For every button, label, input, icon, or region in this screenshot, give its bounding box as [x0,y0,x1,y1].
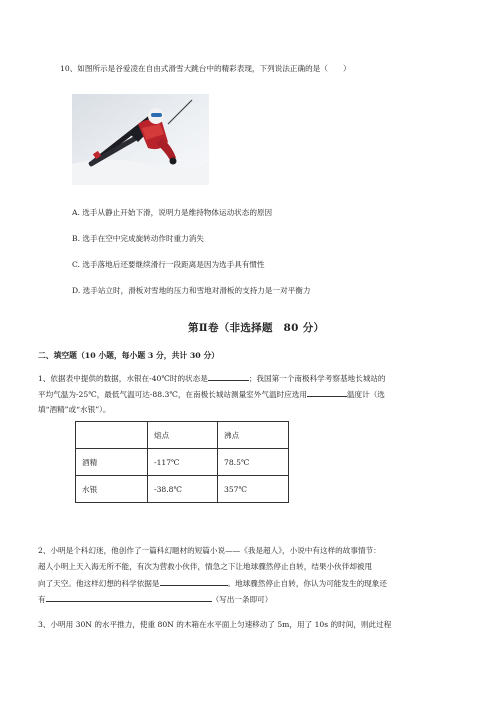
table-cell: -38.8℃ [148,476,218,503]
section-title: 第Ⅱ卷（非选择题 80 分） [188,322,325,334]
question-2-line-4 [38,593,272,606]
question-2-text-b: 。地球骤然停止自转，你认为可能发生的现象还 [227,579,387,588]
question-2-line-3 [38,577,387,590]
table-header-cell: 熔点 [148,422,218,449]
table-row [76,422,289,449]
question-2-line-2: 超人小明上天入海无所不能，有次为营救小伙伴，情急之下让地球骤然停止自转，结果小伙伴却被甩 [38,562,373,571]
table-header-cell [76,422,148,449]
question-2-line-1: 2、小明是个科幻迷，他创作了一篇科幻题材的短篇小说——《我是超人》，小说中有这样的故事情节： [38,546,381,555]
question-1-line-1 [38,372,386,385]
table-row [76,449,289,476]
table-header-cell: 沸点 [218,422,289,449]
table-row [76,476,289,503]
question-1-line-3: 填“酒精”或“水银”）。 [38,405,111,414]
table-cell: 水银 [76,476,148,503]
question-2-text-d: （写出一条即可） [211,595,273,604]
question-1-text-c: 平均气温为-25℃，最低气温可达-88.3℃，在南极长城站测量室外气温时应选用 [38,390,307,399]
question-1-text-b: ；我国第一个南极科学考察基地长城站的 [248,374,386,383]
table-cell: -117℃ [148,449,218,476]
data-table [75,421,289,503]
option-a: A. 选手从静止开始下滑，说明力是维持物体运动状态的原因 [72,208,273,217]
table-cell: 78.5℃ [218,449,289,476]
answer-blank-1[interactable] [208,372,249,381]
answer-blank-4[interactable] [46,593,212,602]
table-cell: 酒精 [76,449,148,476]
question-1-text-d: 温度计（选 [346,390,385,399]
part-heading: 二、填空题（10 小题，每小题 3 分，共计 30 分） [38,351,220,360]
skier-photo [72,94,209,185]
answer-blank-2[interactable] [307,388,347,397]
answer-blank-3[interactable] [160,577,228,586]
option-c: C. 选手落地后还要继续滑行一段距离是因为选手具有惯性 [72,260,265,269]
question-10-stem: 10、如图所示是谷爱凌在自由式滑雪大跳台中的精彩表现，下列说法正确的是（ ） [60,64,351,73]
question-2-text-a: 向了天空。他这样幻想的科学依据是 [38,579,160,588]
question-1-line-2 [38,388,385,401]
option-d: D. 选手站立时，滑板对雪地的压力和雪地对滑板的支持力是一对平衡力 [72,286,311,295]
question-2-text-c: 有 [38,595,46,604]
question-1-text-a: 1、依据表中提供的数据，水银在-40℃时的状态是 [38,374,208,383]
table-cell: 357℃ [218,476,289,503]
question-3-line-1: 3、小明用 30N 的水平推力，使重 80N 的木箱在水平面上匀速移动了 5m，用了 10s 的时间，则此过程 [38,620,392,629]
option-b: B. 选手在空中完成旋转动作时重力消失 [72,234,204,243]
